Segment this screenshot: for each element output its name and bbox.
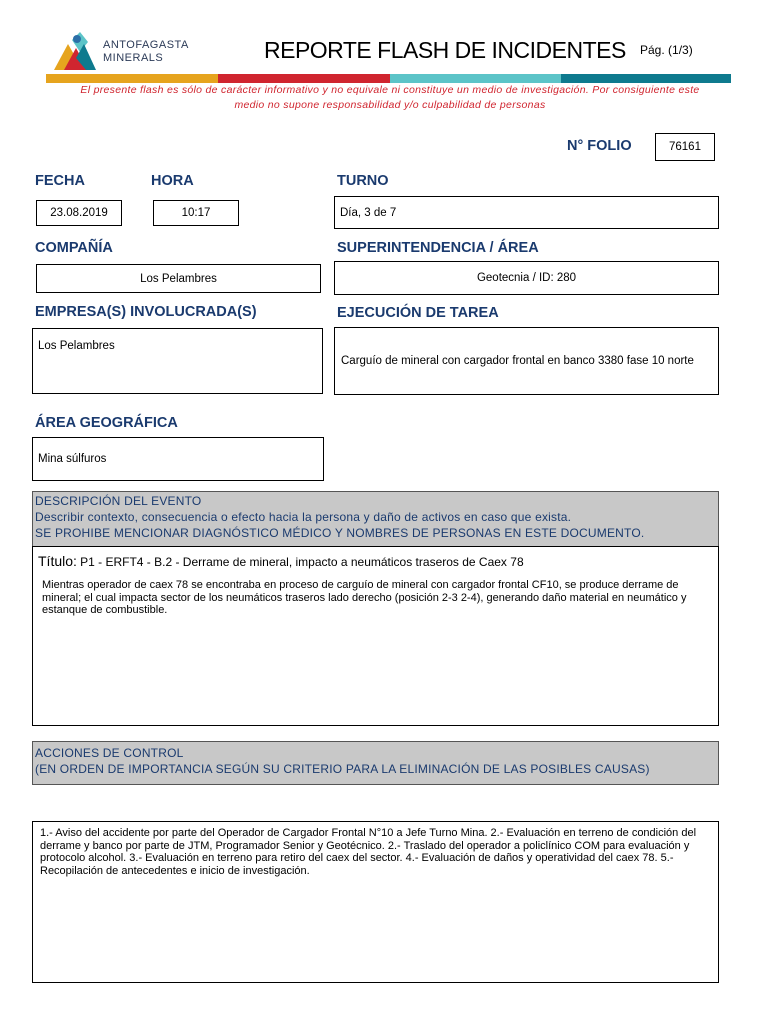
descripcion-instruction: Describir contexto, consecuencia o efecto hacia la persona y daño de activos en caso que exista. [35,510,572,524]
titulo-value: P1 - ERFT4 - B.2 - Derrame de mineral, impacto a neumáticos traseros de Caex 78 [80,555,524,569]
descripcion-text: Mientras operador de caex 78 se encontraba en proceso de carguío de mineral con cargador frontal CF10, se produce derrame de mineral; el cual impacta sector de los neumáticos traseros lado derecho (posición 2-3 2-4), generando daño material en neumático y estanque de combustible. [42,579,687,617]
ejecucion-label: EJECUCIÓN DE TAREA [337,305,499,321]
superintendencia-value: Geotecnia / ID: 280 [334,261,719,295]
fecha-value: 23.08.2019 [36,200,122,226]
antofagasta-logo-icon [50,30,100,72]
acciones-subtitle: (EN ORDEN DE IMPORTANCIA SEGÚN SU CRITERIO PARA LA ELIMINACIÓN DE LAS POSIBLES CAUSAS) [35,762,650,776]
descripcion-warning: SE PROHIBE MENCIONAR DIAGNÓSTICO MÉDICO Y NOMBRES DE PERSONAS EN ESTE DOCUMENTO. [35,526,645,540]
area-geografica-value: Mina súlfuros [32,437,324,481]
folio-value: 76161 [655,133,715,161]
folio-label: N° FOLIO [567,138,632,154]
empresas-label: EMPRESA(S) INVOLUCRADA(S) [35,304,257,320]
color-band-red [218,74,390,83]
ejecucion-value: Carguío de mineral con cargador frontal en banco 3380 fase 10 norte [334,327,719,395]
compania-value: Los Pelambres [36,264,321,293]
empresas-value: Los Pelambres [32,328,323,394]
fecha-label: FECHA [35,173,85,189]
compania-label: COMPAÑÍA [35,240,113,256]
descripcion-title: DESCRIPCIÓN DEL EVENTO [35,494,202,508]
titulo-label: Título: [38,553,77,569]
acciones-header [32,741,719,785]
color-band-blue [561,74,731,83]
acciones-text: 1.- Aviso del accidente por parte del Operador de Cargador Frontal N°10 a Jefe Turno Mina. 2.- Evaluación en terreno de condición del derrame y banco por parte de JTM, Programador Senior y Geotécnico. 2.- Traslado del operador a policlínico COM para evaluación y protocolo alcohol. 3.- Evaluación en terreno para retiro del caex del sector. 4.- Evaluación de daños y operatividad del caex 78. 5.- Recopilación de antecedentes e inicio de investigación. [40,827,697,877]
color-band-yellow [46,74,218,83]
page-indicator: Pág. (1/3) [640,43,693,57]
disclaimer-line-2: medio no supone responsabilidad y/o culpabilidad de personas [234,99,546,111]
acciones-title: ACCIONES DE CONTROL [35,746,184,760]
hora-label: HORA [151,173,194,189]
turno-value: Día, 3 de 7 [334,196,719,229]
document-title: REPORTE FLASH DE INCIDENTES [264,37,626,63]
turno-label: TURNO [337,173,389,189]
area-geografica-label: ÁREA GEOGRÁFICA [35,415,178,431]
disclaimer [40,83,740,113]
color-band-teal [390,74,561,83]
logo-line-2: MINERALS [103,52,164,64]
descripcion-header [32,491,719,547]
superintendencia-label: SUPERINTENDENCIA / ÁREA [337,240,539,256]
company-logo [50,30,190,74]
descripcion-body [32,546,719,726]
disclaimer-line-1: El presente flash es sólo de carácter informativo y no equivale ni constituye un medio de investigación. Por consiguiente este [80,84,700,96]
acciones-body [32,821,719,983]
logo-line-1: ANTOFAGASTA [103,39,189,51]
titulo-line [38,553,524,569]
hora-value: 10:17 [153,200,239,226]
